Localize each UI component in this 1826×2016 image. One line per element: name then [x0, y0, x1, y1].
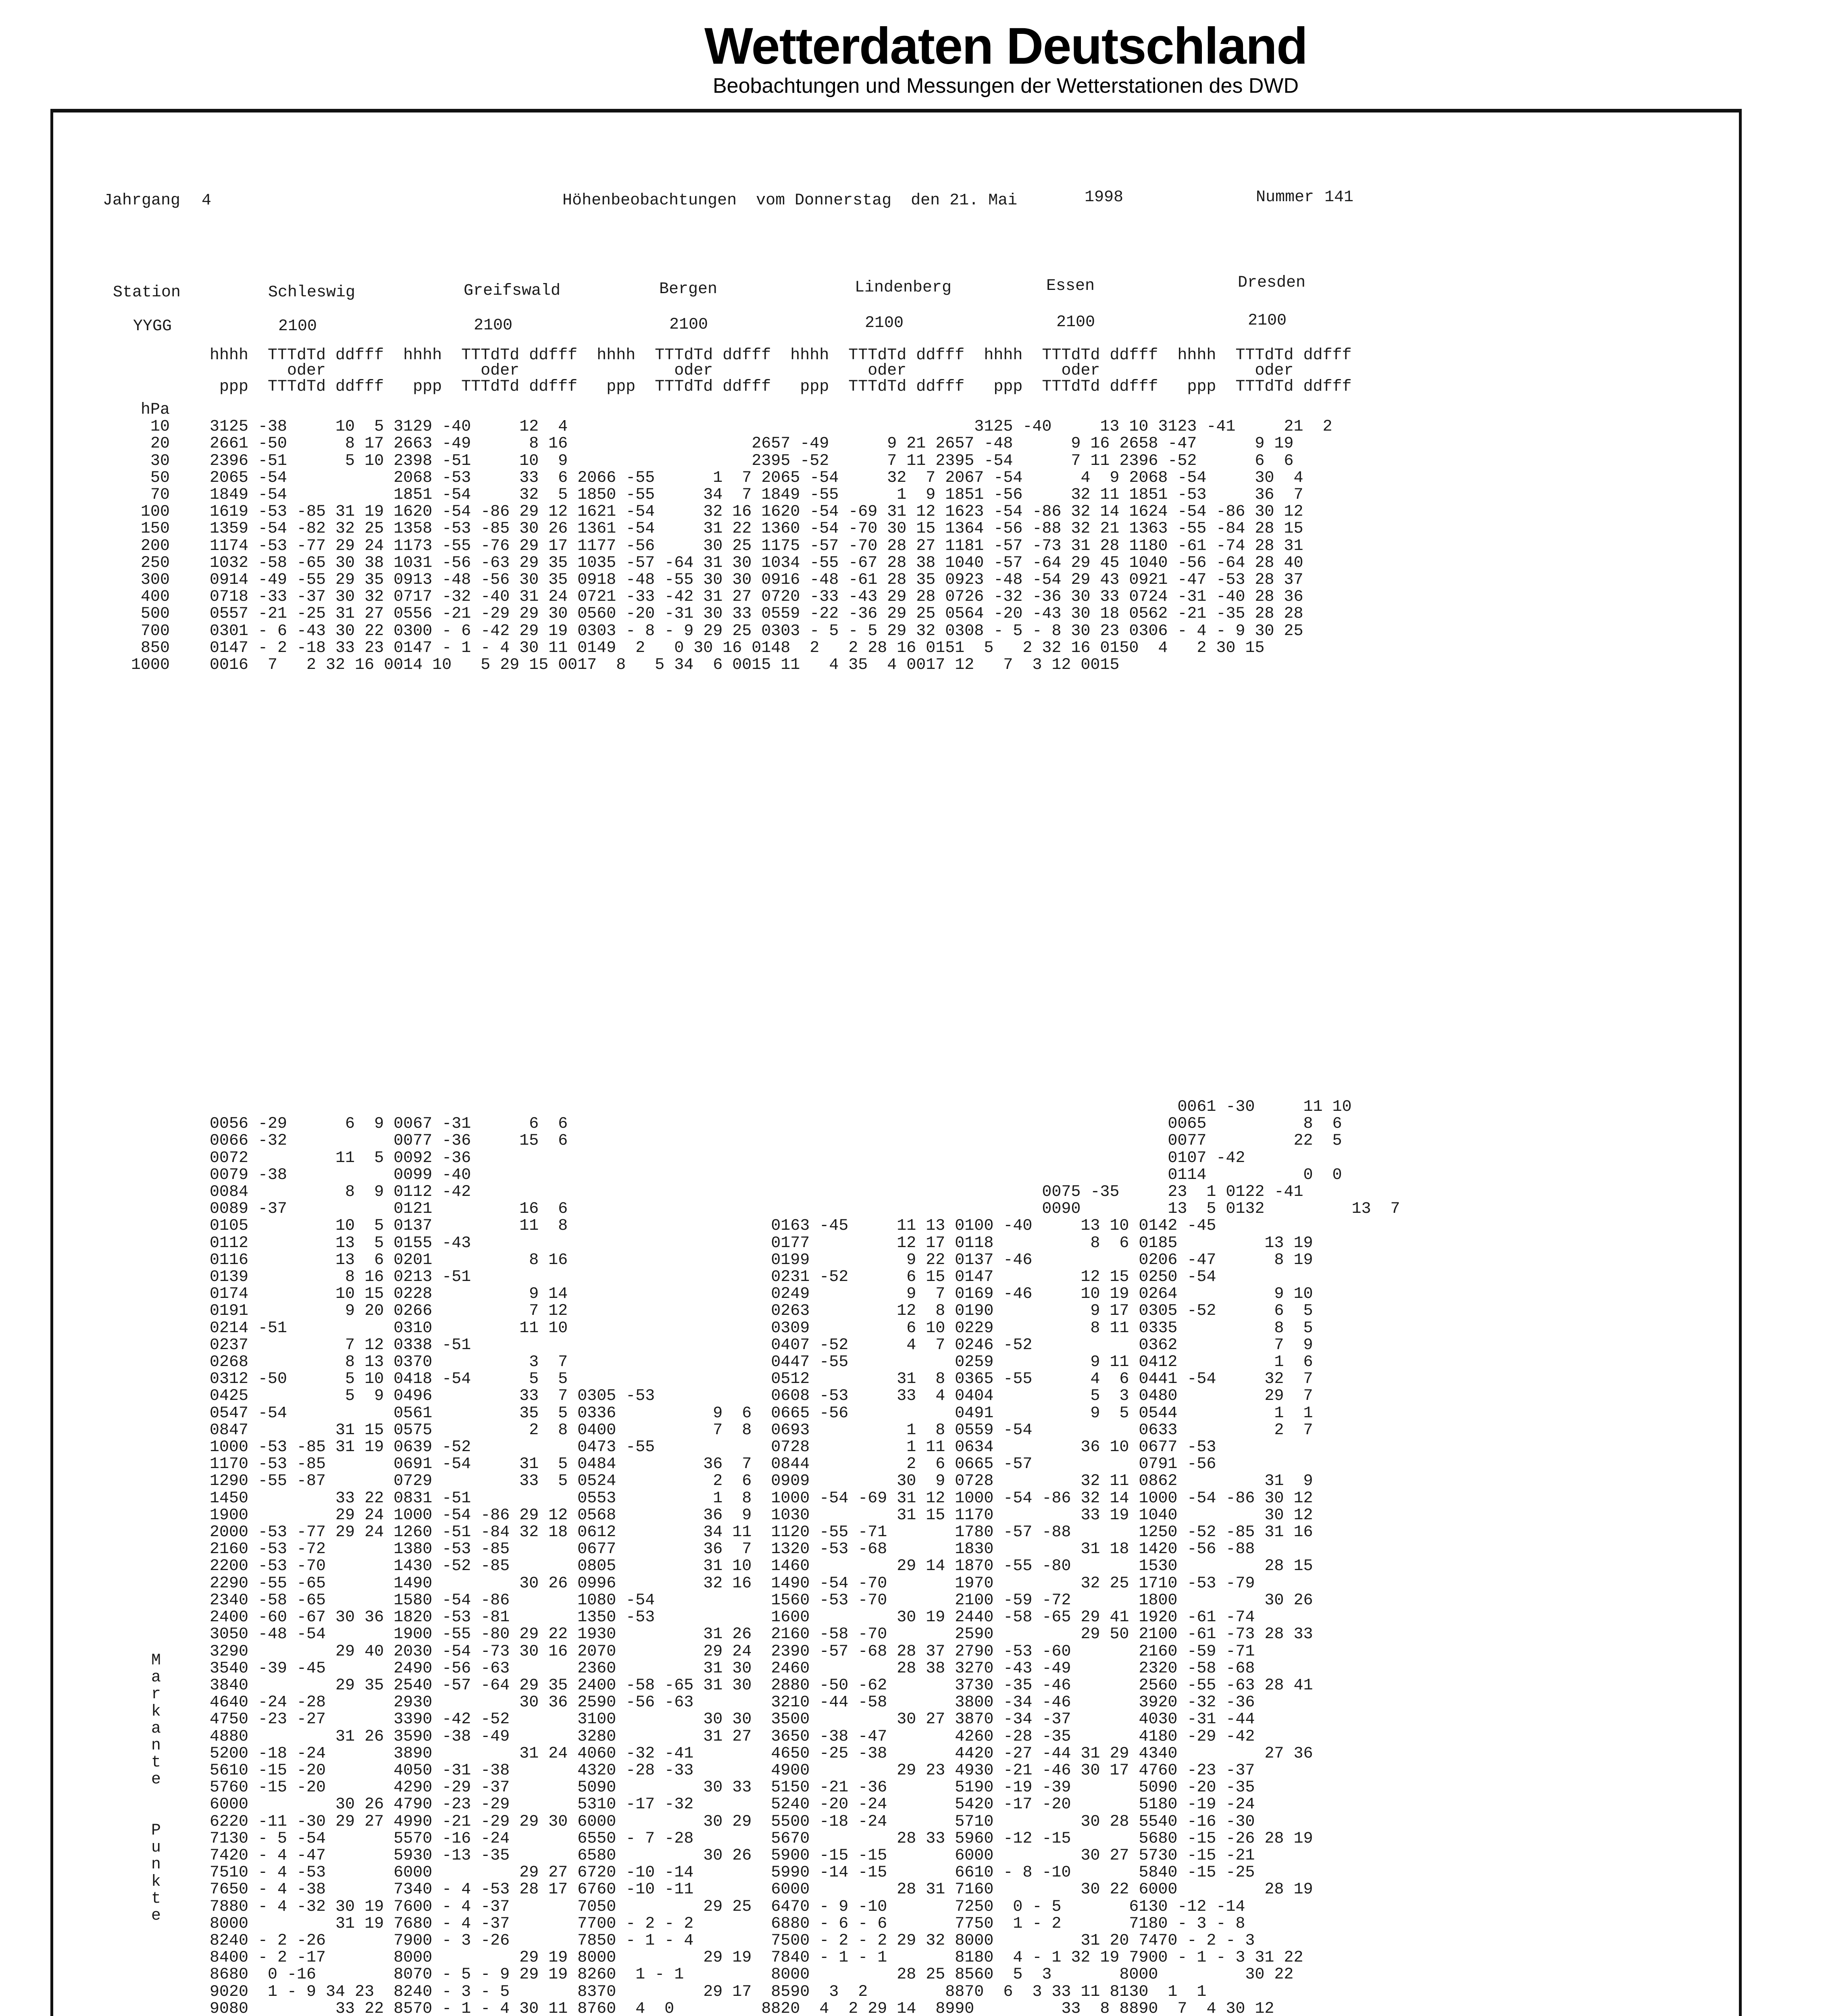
station-label: Station: [113, 283, 181, 302]
publication-title: Wetterdaten Deutschland: [704, 17, 1307, 75]
station-name-greifswald: Greifswald: [464, 282, 561, 300]
standard-levels-table: 3125 -38 10 5 3129 -40 12 4 3125 -40 13 10 3123 -41 21 2 2661 -50 8 17 2663 -49 8 16 2657 -49 9 21 2657 -48 9 16 2658 -47 9 19 2396 -51 5 10 2398 -51 10 9 2395 -52 7 11 2395 -54 7 11 2396 -52 6 6 2065 -54 2068 -53 33 6 2066 -55 1 7 2065 -54 32 7 2067 -54 4 9 2068 -54 30 4 1849 -54 1851 -54 32 5 1850 -55 34 7 1849 -55 1 9 1851 -56 32 11 1851 -53 36 7 1619 -53 -85 31 19 1620 -54 -86 29 12 1621 -54 32 16 1620 -54 -69 31 12 1623 -54 -86 32 14 1624 -54 -86 30 12 1359 -54 -82 32 25 1358 -53 -85 30 26 1361 -54 31 22 1360 -54 -70 30 15 1364 -56 -88 32 21 1363 -55 -84 28 15 1174 -53 -77 29 24 1173 -55 -76 29 17 1177 -56 30 25 1175 -57 -70 28 27 1181 -57 -73 31 28 1180 -61 -74 28 31 1032 -58 -65 30 38 1031 -56 -63 29 35 1035 -57 -64 31 30 1034 -55 -67 28 38 1040 -57 -64 29 45 1040 -56 -64 28 40 0914 -49 -55 29 35 0913 -48 -56 30 35 0918 -48 -55 30 30 0916 -48 -61 28 35 0923 -48 -54 29 43 0921 -47 -53 28 37 0718 -33 -37 30 32 0717 -32 -40 31 24 0721 -33 -42 31 27 0720 -33 -43 29 28 0726 -32 -36 30 33 0724 -31 -40 28 36 0557 -21 -25 31 27 0556 -21 -29 29 30 0560 -20 -31 30 33 0559 -22 -36 29 25 0564 -20 -43 30 18 0562 -21 -35 28 28 0301 - 6 -43 30 22 0300 - 6 -42 29 19 0303 - 8 - 9 29 25 0303 - 5 - 5 29 32 0308 - 5 - 8 30 23 0306 - 4 - 9 30 25 0147 - 2 -18 33 23 0147 - 1 - 4 30 11 0149 2 0 30 16 0148 2 2 28 16 0151 5 2 32 16 0150 4 2 30 15 0016 7 2 32 16 0014 10 5 29 15 0017 8 5 34 6 0015 11 4 35 4 0017 12 7 3 12 0015: [210, 418, 1333, 675]
station-name-bergen: Bergen: [659, 280, 718, 298]
jahrgang-value: 4: [202, 192, 212, 210]
yygg-bergen: 2100: [669, 316, 708, 334]
yygg-lindenberg: 2100: [865, 314, 904, 332]
pressure-level-labels: hPa 10 20 30 50 70 100 150 200 250 300 400 500 700 850 1000: [131, 401, 170, 675]
column-header-row-1: hhhh TTTdTd ddfff hhhh TTTdTd ddfff hhhh TTTdTd ddfff hhhh TTTdTd ddfff hhhh TTTdTd ddfff hhhh TTTdTd ddfff: [210, 346, 1352, 364]
column-header-row-3: ppp TTTdTd ddfff ppp TTTdTd ddfff ppp TTTdTd ddfff ppp TTTdTd ddfff ppp TTTdTd ddfff ppp TTTdTd ddfff: [210, 378, 1352, 396]
yygg-essen: 2100: [1056, 313, 1095, 331]
publication-subtitle: Beobachtungen und Messungen der Wetterstationen des DWD: [712, 74, 1299, 98]
significant-points-table: 0061 -30 11 10 0056 -29 6 9 0067 -31 6 6 0065 8 6 0066 -32 0077 -36 15 6 0077 22 5 0072 11 5 0092 -36 0107 -42 0079 -38 0099 -40 0114 0 0 0084 8 9 0112 -42 0075 -35 23 1 0122 -41 0089 -37 0121 16 6 0090 13 5 0132 13 7 0105 10 5 0137 11 8 0163 -45 11 13 0100 -40 13 10 0142 -45 0112 13 5 0155 -43 0177 12 17 0118 8 6 0185 13 19 0116 13 6 0201 8 16 0199 9 22 0137 -46 0206 -47 8 19 0139 8 16 0213 -51 0231 -52 6 15 0147 12 15 0250 -54 0174 10 15 0228 9 14 0249 9 7 0169 -46 10 19 0264 9 10 0191 9 20 0266 7 12 0263 12 8 0190 9 17 0305 -52 6 5 0214 -51 0310 11 10 0309 6 10 0229 8 11 0335 8 5 0237 7 12 0338 -51 0407 -52 4 7 0246 -52 0362 7 9 0268 8 13 0370 3 7 0447 -55 0259 9 11 0412 1 6 0312 -50 5 10 0418 -54 5 5 0512 31 8 0365 -55 4 6 0441 -54 32 7 0425 5 9 0496 33 7 0305 -53 0608 -53 33 4 0404 5 3 0480 29 7 0547 -54 0561 35 5 0336 9 6 0665 -56 0491 9 5 0544 1 1 0847 31 15 0575 2 8 0400 7 8 0693 1 8 0559 -54 0633 2 7 1000 -53 -85 31 19 0639 -52 0473 -55 0728 1 11 0634 36 10 0677 -53 1170 -53 -85 0691 -54 31 5 0484 36 7 0844 2 6 0665 -57 0791 -56 1290 -55 -87 0729 33 5 0524 2 6 0909 30 9 0728 32 11 0862 31 9 1450 33 22 0831 -51 0553 1 8 1000 -54 -69 31 12 1000 -54 -86 32 14 1000 -54 -86 30 12 1900 29 24 1000 -54 -86 29 12 0568 36 9 1030 31 15 1170 33 19 1040 30 12 2000 -53 -77 29 24 1260 -51 -84 32 18 0612 34 11 1120 -55 -71 1780 -57 -88 1250 -52 -85 31 16 2160 -53 -72 1380 -53 -85 0677 36 7 1320 -53 -68 1830 31 18 1420 -56 -88 2200 -53 -70 1430 -52 -85 0805 31 10 1460 29 14 1870 -55 -80 1530 28 15 2290 -55 -65 1490 30 26 0996 32 16 1490 -54 -70 1970 32 25 1710 -53 -79 2340 -58 -65 1580 -54 -86 1080 -54 1560 -53 -70 2100 -59 -72 1800 30 26 2400 -60 -67 30 36 1820 -53 -81 1350 -53 1600 30 19 2440 -58 -65 29 41 1920 -61 -74 3050 -48 -54 1900 -55 -80 29 22 1930 31 26 2160 -58 -70 2590 29 50 2100 -61 -73 28 33 3290 29 40 2030 -54 -73 30 16 2070 29 24 2390 -57 -68 28 37 2790 -53 -60 2160 -59 -71 3540 -39 -45 2490 -56 -63 2360 31 30 2460 28 38 3270 -43 -49 2320 -58 -68 3840 29 35 2540 -57 -64 29 35 2400 -58 -65 31 30 2880 -50 -62 3730 -35 -46 2560 -55 -63 28 41 4640 -24 -28 2930 30 36 2590 -56 -63 3210 -44 -58 3800 -34 -46 3920 -32 -36 4750 -23 -27 3390 -42 -52 3100 30 30 3500 30 27 3870 -34 -37 4030 -31 -44 4880 31 26 3590 -38 -49 3280 31 27 3650 -38 -47 4260 -28 -35 4180 -29 -42 5200 -18 -24 3890 31 24 4060 -32 -41 4650 -25 -38 4420 -27 -44 31 29 4340 27 36 5610 -15 -20 4050 -31 -38 4320 -28 -33 4900 29 23 4930 -21 -46 30 17 4760 -23 -37 5760 -15 -20 4290 -29 -37 5090 30 33 5150 -21 -36 5190 -19 -39 5090 -20 -35 6000 30 26 4790 -23 -29 5310 -17 -32 5240 -20 -24 5420 -17 -20 5180 -19 -24 6220 -11 -30 29 27 4990 -21 -29 29 30 6000 30 29 5500 -18 -24 5710 30 28 5540 -16 -30 7130 - 5 -54 5570 -16 -24 6550 - 7 -28 5670 28 33 5960 -12 -15 5680 -15 -26 28 19 7420 - 4 -47 5930 -13 -35 6580 30 26 5900 -15 -15 6000 30 27 5730 -15 -21 7510 - 4 -53 6000 29 27 6720 -10 -14 5990 -14 -15 6610 - 8 -10 5840 -15 -25 7650 - 4 -38 7340 - 4 -53 28 17 6760 -10 -11 6000 28 31 7160 30 22 6000 28 19 7880 - 4 -32 30 19 7600 - 4 -37 7050 29 25 6470 - 9 -10 7250 0 - 5 6130 -12 -14 8000 31 19 7680 - 4 -37 7700 - 2 - 2 6880 - 6 - 6 7750 1 - 2 7180 - 3 - 8 8240 - 2 -26 7900 - 3 -26 7850 - 1 - 4 7500 - 2 - 2 29 32 8000 31 20 7470 - 2 - 3 8400 - 2 -17 8000 29 19 8000 29 19 7840 - 1 - 1 8180 4 - 1 32 19 7900 - 1 - 3 31 22 8680 0 -16 8070 - 5 - 9 29 19 8260 1 - 1 8000 28 25 8560 5 3 8000 30 22 9020 1 - 9 34 23 8240 - 3 - 5 8370 29 17 8590 3 2 8870 6 3 33 11 8130 1 1 9080 33 22 8570 - 1 - 4 30 11 8760 4 0 8820 4 2 29 14 8990 33 8 8890 7 4 30 12: [210, 1098, 1400, 2016]
jahrgang-label: Jahrgang: [103, 192, 181, 210]
page-header: [0, 18, 1826, 97]
nummer-label: Nummer: [1256, 188, 1314, 206]
station-name-dresden: Dresden: [1238, 274, 1306, 292]
issue-heading: Höhenbeobachtungen vom Donnerstag den 21. Mai: [562, 192, 1018, 210]
column-header-row-2: oder oder oder oder oder oder: [210, 362, 1294, 380]
issue-year: 1998: [1085, 188, 1124, 206]
yygg-label: YYGG: [133, 317, 172, 335]
yygg-schleswig: 2100: [278, 317, 317, 335]
station-name-essen: Essen: [1046, 277, 1095, 295]
station-name-lindenberg: Lindenberg: [855, 279, 952, 297]
nummer-value: 141: [1324, 188, 1354, 206]
markante-label: M a r k a n t e: [151, 1652, 161, 1789]
yygg-greifswald: 2100: [474, 317, 513, 335]
station-name-schleswig: Schleswig: [268, 283, 356, 302]
yygg-dresden: 2100: [1248, 312, 1287, 330]
punkte-label: P u n k t e: [151, 1822, 161, 1925]
